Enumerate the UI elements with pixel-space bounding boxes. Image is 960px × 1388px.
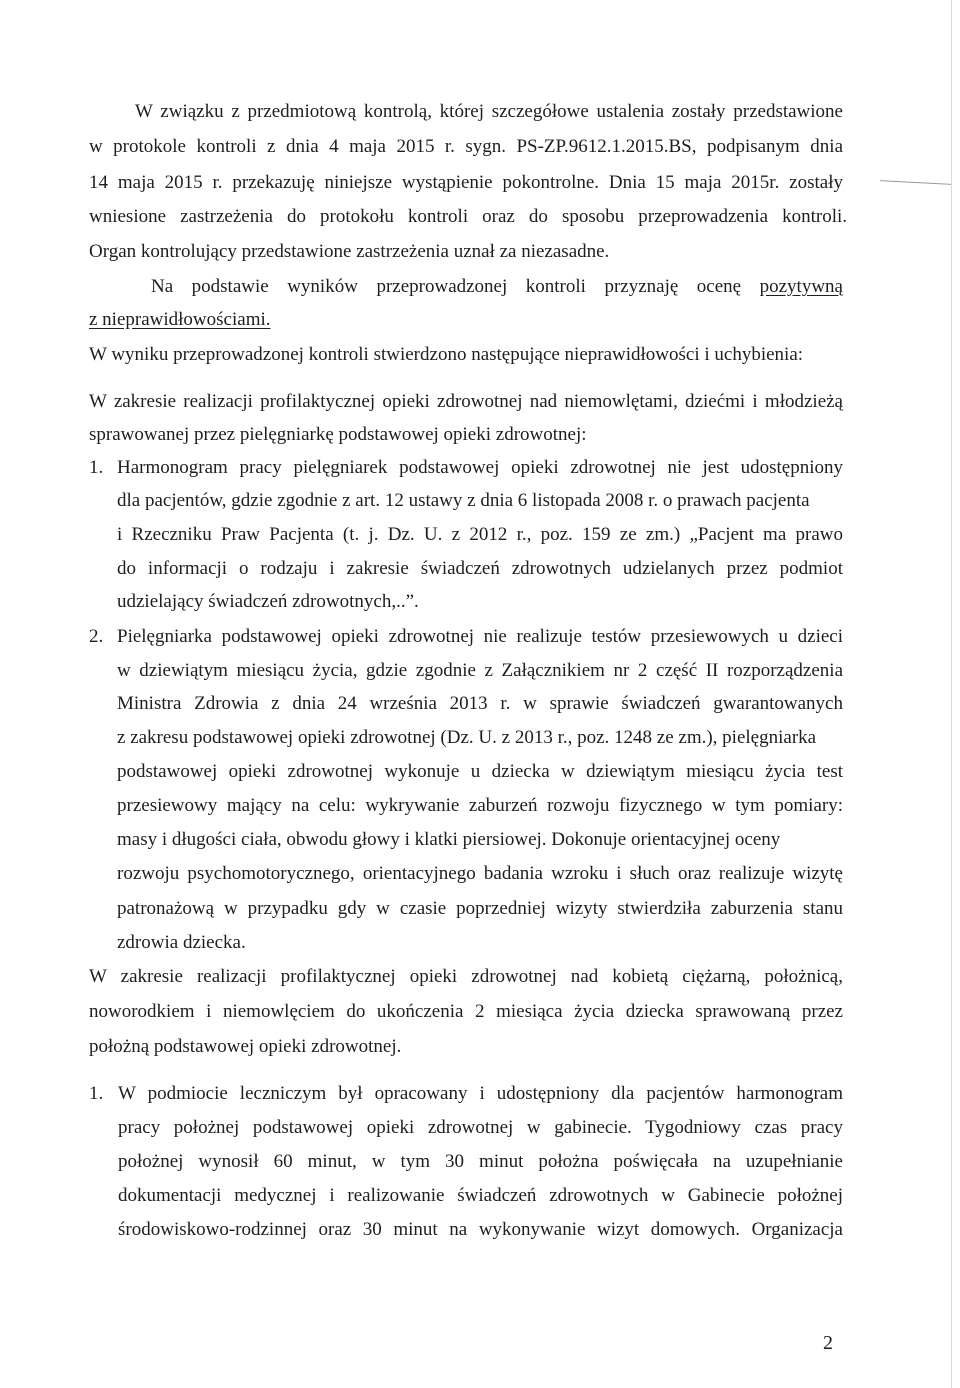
- paragraph-1-line-2: w protokole kontroli z dnia 4 maja 2015 r. sygn. PS-ZP.9612.1.2015.BS, podpisanym dnia: [89, 136, 843, 157]
- item-1-2-line-10: zdrowia dziecka.: [117, 932, 246, 953]
- page-number: 2: [823, 1332, 833, 1354]
- assessment-value: pozytywną: [759, 276, 843, 297]
- section-2-intro-line-3: położną podstawowej opieki zdrowotnej.: [89, 1036, 402, 1057]
- assessment-text: Na podstawie wyników przeprowadzonej kontroli przyznaję ocenę: [151, 276, 742, 297]
- item-2-1-line-2: pracy położnej podstawowej opieki zdrowotnej w gabinecie. Tygodniowy czas pracy: [118, 1117, 843, 1138]
- section-2-intro-line-2: noworodkiem i niemowlęciem do ukończenia 2 miesiąca życia dziecka sprawowaną przez: [89, 1001, 843, 1022]
- section-1-intro-line-2: sprawowanej przez pielęgniarkę podstawowej opieki zdrowotnej:: [89, 424, 587, 445]
- item-1-1-line-5: udzielający świadczeń zdrowotnych,..”.: [117, 591, 419, 612]
- page-edge-line: [951, 0, 952, 1388]
- item-1-1-line-4: do informacji o rodzaju i zakresie świadczeń zdrowotnych udzielanych przez podmiot: [117, 558, 843, 579]
- section-2-intro-line-1: W zakresie realizacji profilaktycznej opieki zdrowotnej nad kobietą ciężarną, położnicą,: [89, 966, 843, 987]
- paragraph-1-line-4: wniesione zastrzeżenia do protokołu kontroli oraz do sposobu przeprowadzenia kontroli.: [89, 206, 847, 227]
- item-1-2-line-8: rozwoju psychomotorycznego, orientacyjnego badania wzroku i słuch oraz realizuje wizytę: [117, 863, 843, 884]
- paragraph-2-line-2: z nieprawidłowościami.: [89, 309, 271, 330]
- item-2-1-line-5: środowiskowo-rodzinnej oraz 30 minut na wykonywanie wizyt domowych. Organizacja: [118, 1219, 843, 1240]
- list-number: 1.: [89, 457, 104, 478]
- item-2-1-line-3: położnej wynosił 60 minut, w tym 30 minut położna poświęcała na uzupełnianie: [118, 1151, 843, 1172]
- item-1-1-line-3: i Rzeczniku Praw Pacjenta (t. j. Dz. U. z 2012 r., poz. 159 ze zm.) „Pacjent ma prawo: [117, 524, 843, 545]
- item-1-2-line-4: z zakresu podstawowej opieki zdrowotnej (Dz. U. z 2013 r., poz. 1248 ze zm.), pielęgniarka: [117, 727, 817, 748]
- item-1-2-line-6: przesiewowy mający na celu: wykrywanie zaburzeń rozwoju fizycznego w tym pomiary:: [117, 795, 843, 816]
- scan-artifact-line: [880, 180, 952, 185]
- item-1-2-line-5: podstawowej opieki zdrowotnej wykonuje u dziecka w dziewiątym miesiącu życia test: [117, 761, 843, 782]
- item-1-2-line-7: masy i długości ciała, obwodu głowy i klatki piersiowej. Dokonuje orientacyjnej oceny: [117, 829, 781, 850]
- item-1-1-line-1: Harmonogram pracy pielęgniarek podstawowej opieki zdrowotnej nie jest udostępniony: [117, 457, 843, 478]
- list-number: 2.: [89, 626, 104, 647]
- findings-heading: W wyniku przeprowadzonej kontroli stwierdzono następujące nieprawidłowości i uchybienia:: [89, 344, 804, 365]
- section-1-intro-line-1: W zakresie realizacji profilaktycznej opieki zdrowotnej nad niemowlętami, dziećmi i młodzieżą: [89, 391, 843, 412]
- item-2-1-line-1: W podmiocie leczniczym był opracowany i udostępniony dla pacjentów harmonogram: [118, 1083, 843, 1104]
- item-1-2-line-2: w dziewiątym miesiącu życia, gdzie zgodnie z Załącznikiem nr 2 część II rozporządzenia: [117, 660, 843, 681]
- item-1-2-line-3: Ministra Zdrowia z dnia 24 września 2013 r. w sprawie świadczeń gwarantowanych: [117, 693, 843, 714]
- paragraph-1-line-1: W związku z przedmiotową kontrolą, której szczegółowe ustalenia zostały przedstawione: [135, 101, 843, 122]
- item-2-1-line-4: dokumentacji medycznej i realizowanie świadczeń zdrowotnych w Gabinecie położnej: [118, 1185, 843, 1206]
- item-1-1-line-2: dla pacjentów, gdzie zgodnie z art. 12 ustawy z dnia 6 listopada 2008 r. o prawach pacjenta: [117, 490, 810, 511]
- list-number: 1.: [89, 1083, 104, 1104]
- paragraph-1-line-5: Organ kontrolujący przedstawione zastrzeżenia uznał za niezasadne.: [89, 241, 610, 262]
- paragraph-2-line-1: [151, 275, 843, 299]
- item-1-2-line-1: Pielęgniarka podstawowej opieki zdrowotnej nie realizuje testów przesiewowych u dzieci: [117, 626, 843, 647]
- paragraph-1-line-3: 14 maja 2015 r. przekazuję niniejsze wystąpienie pokontrolne. Dnia 15 maja 2015r. zostały: [89, 172, 843, 193]
- item-1-2-line-9: patronażową w przypadku gdy w czasie poprzedniej wizyty stwierdziła zaburzenia stanu: [117, 898, 843, 919]
